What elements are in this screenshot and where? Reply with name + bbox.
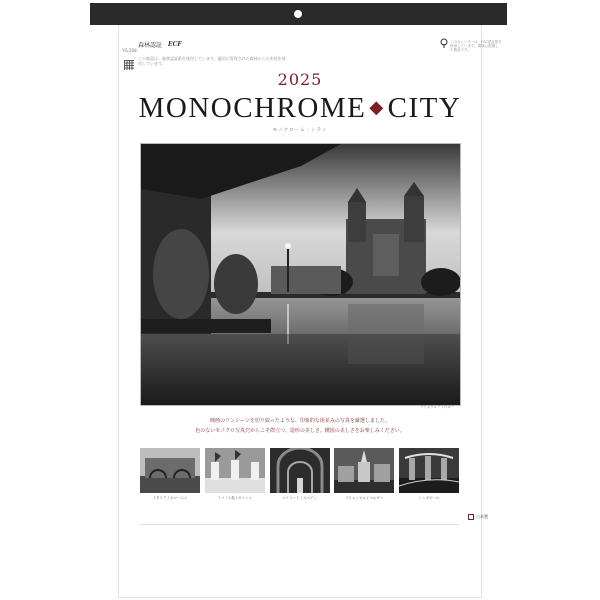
calendar-hanger-bar <box>90 3 507 25</box>
thumbnail-4 <box>334 448 394 501</box>
thumbnail-3-image <box>270 448 330 493</box>
publisher-label: 日本製 <box>476 514 488 519</box>
publisher-box-icon <box>468 514 474 520</box>
thumbnail-3-caption: マドリード / スペイン <box>282 496 317 500</box>
thumbnail-2-caption: ミコノス島 / ギリシャ <box>217 496 253 500</box>
title-separator: ◆ <box>369 97 385 117</box>
thumbnail-1-image <box>140 448 200 493</box>
top-right-notes: このカレンダーは、FSC認証紙を使用しています。環境に配慮した製品です。 <box>450 40 502 52</box>
qr-code-icon <box>124 60 134 70</box>
calendar-year: 2025 <box>277 70 323 89</box>
thumbnail-4-caption: ブリュッセル / ベルギー <box>345 496 384 500</box>
title-left: MONOCHROME <box>138 92 367 124</box>
top-left-notes: この商品は、森林認証紙を使用しています。適切に管理された森林からの木材を使用しています。 <box>138 56 286 66</box>
certification-logos <box>138 40 182 49</box>
hanging-hole <box>294 10 302 18</box>
thumbnail-3 <box>270 448 330 501</box>
publisher-mark <box>468 514 488 520</box>
thumbnail-5-image <box>399 448 459 493</box>
description <box>0 416 600 436</box>
ecf-logo: ECF <box>168 41 182 48</box>
main-photo <box>140 143 461 406</box>
footer-divider <box>140 524 459 525</box>
description-line-2: 色のないモノクロ写真だからこそ際立つ、造形の美しさ。構図の美しさをお楽しみください。 <box>195 428 405 434</box>
calendar-title <box>0 92 600 125</box>
thumbnail-5 <box>399 448 459 501</box>
calendar-subtitle: モノクローム・シティ <box>272 128 328 133</box>
thumbnail-1-caption: イタリア / ボローニャ <box>152 496 188 500</box>
thumbnail-2-image <box>205 448 265 493</box>
main-photo-caption: アイスクエア / ペルー <box>420 405 455 409</box>
thumbnail-1 <box>140 448 200 501</box>
thumbnail-strip <box>140 448 459 501</box>
product-code: YG-208 <box>122 48 137 53</box>
thumbnail-2 <box>205 448 265 501</box>
title-right: CITY <box>387 92 462 124</box>
publisher-logo-icon <box>440 38 448 48</box>
thumbnail-4-image <box>334 448 394 493</box>
thumbnail-5-caption: シンガポール <box>418 496 440 500</box>
forest-cert-logo: 森林認証 <box>138 42 163 49</box>
description-line-1: 映画のワンシーンを切り取ったような、印象的な街並みの写真を厳選しました。 <box>210 418 390 424</box>
